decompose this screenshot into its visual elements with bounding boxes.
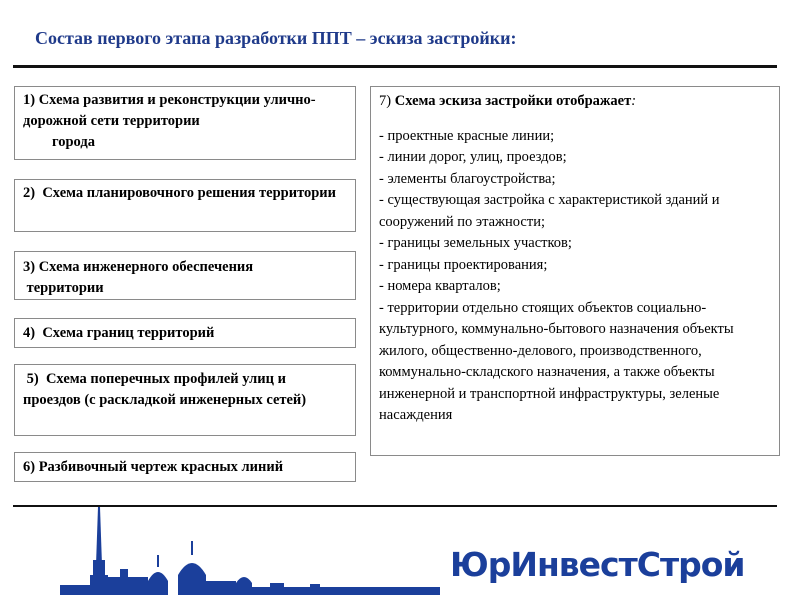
stage-box-6 (14, 452, 356, 482)
stage-box-1 (14, 86, 356, 160)
stage-box-2-text: 2) Схема планировочного решения территории (23, 185, 337, 201)
detail-list-item: - территории отдельно стоящих объектов социально-культурного, коммунально-бытового назначения объекты жилого, общественно-делового, производственного, коммунально-складского назначения, а также объекты инженерной и транспортной инфраструктуры, зеленые насаждения (379, 299, 738, 423)
title-divider (13, 65, 777, 68)
detail-box (370, 86, 780, 456)
detail-list-item: - номера кварталов; (379, 278, 501, 294)
detail-list-item: - существующая застройка с характеристикой зданий и сооружений по этажности; (379, 192, 724, 230)
stage-box-5-text: 5) Схема поперечных профилей улиц и проездов (с раскладкой инженерных сетей) (23, 371, 307, 408)
stage-box-4-text: 4) Схема границ территорий (23, 325, 215, 341)
stage-box-4 (14, 318, 356, 348)
brand-logo: ЮрИнвестСтрой (450, 545, 745, 584)
stage-box-1-text: 1) Схема развития и реконструкции улично-дорожной сети территории города (23, 92, 316, 150)
stage-box-5 (14, 364, 356, 436)
detail-heading (379, 91, 771, 113)
detail-heading-text: Схема эскиза застройки отображает (394, 93, 632, 109)
detail-list-item: - линии дорог, улиц, проездов; (379, 149, 567, 165)
detail-list-item: - проектные красные линии; (379, 127, 555, 144)
detail-prefix: 7) (379, 93, 395, 109)
stage-box-6-text: 6) Разбивочный чертеж красных линий (23, 459, 284, 475)
city-skyline-icon (60, 505, 440, 595)
stage-box-3-text: 3) Схема инженерного обеспечения территории (23, 259, 254, 296)
detail-list-item: - границы земельных участков; (379, 235, 572, 251)
detail-list-item: - границы проектирования; (379, 256, 548, 273)
page-title: Состав первого этапа разработки ППТ – эскиза застройки: (35, 28, 517, 48)
stage-box-2 (14, 179, 356, 232)
detail-list (379, 126, 771, 427)
detail-colon: : (631, 93, 637, 109)
stage-box-3 (14, 251, 356, 300)
detail-list-item: - элементы благоустройства; (379, 170, 556, 187)
